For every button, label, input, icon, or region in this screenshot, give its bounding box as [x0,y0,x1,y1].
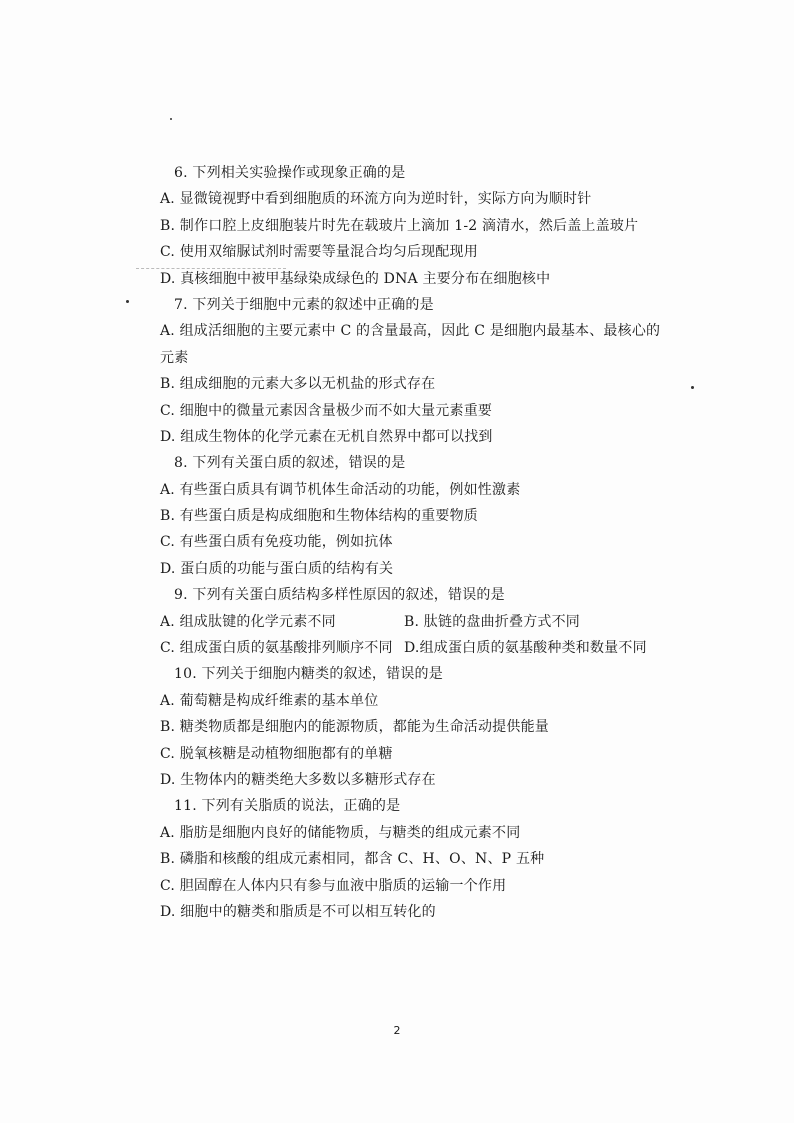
question-6 [160,160,680,292]
scan-speck [126,300,129,303]
option-row [160,635,680,661]
option-d: D. 真核细胞中被甲基绿染成绿色的 DNA 主要分布在细胞核中 [160,270,551,287]
option-d: D. 蛋白质的功能与蛋白质的结构有关 [160,560,394,577]
option-b: B. 组成细胞的元素大多以无机盐的形式存在 [160,376,436,393]
page-number: 2 [393,1024,401,1037]
option-c: C. 胆固醇在人体内只有参与血液中脂质的运输一个作用 [160,877,507,894]
question-title: 6. 下列相关实验操作或现象正确的是 [174,165,406,181]
question-11 [160,793,680,925]
option-d: D.组成蛋白质的氨基酸种类和数量不同 [404,640,647,657]
option-c: C. 使用双缩脲试剂时需要等量混合均匀后现配现用 [160,244,478,261]
option-a: A. 葡萄糖是构成纤维素的基本单位 [160,692,379,709]
question-title: 10. 下列关于细胞内糖类的叙述，错误的是 [174,666,443,683]
scan-speck [691,386,694,389]
scan-speck [170,118,172,120]
option-b: B. 糖类物质都是细胞内的能源物质，都能为生命活动提供能量 [160,719,549,736]
option-a: A. 脂肪是细胞内良好的储能物质，与糖类的组成元素不同 [160,824,521,841]
option-a: A. 组成活细胞的主要元素中 C 的含量最高，因此 C 是细胞内最基本、最核心的 [160,323,661,340]
option-d: D. 组成生物体的化学元素在无机自然界中都可以找到 [160,428,493,445]
option-row [160,609,680,635]
question-7 [160,292,680,450]
option-a: A. 有些蛋白质具有调节机体生命活动的功能，例如性激素 [160,481,521,498]
question-8 [160,450,680,582]
option-d: D. 生物体内的糖类绝大多数以多糖形式存在 [160,771,436,788]
question-9 [160,582,680,661]
option-a-continued: 元素 [160,349,189,366]
option-b: B. 制作口腔上皮细胞装片时先在载玻片上滴加 1-2 滴清水，然后盖上盖玻片 [160,217,639,234]
option-c: C. 细胞中的微量元素因含量极少而不如大量元素重要 [160,402,493,419]
question-title: 11. 下列有关脂质的说法，正确的是 [174,798,401,815]
question-title: 7. 下列关于细胞中元素的叙述中正确的是 [174,296,434,313]
option-d: D. 细胞中的糖类和脂质是不可以相互转化的 [160,903,436,920]
option-a: A. 组成肽键的化学元素不同 [160,613,336,630]
question-title: 8. 下列有关蛋白质的叙述，错误的是 [174,455,406,472]
option-b: B. 肽链的盘曲折叠方式不同 [404,613,580,630]
option-c: C. 有些蛋白质有免疫功能，例如抗体 [160,534,393,551]
option-a: A. 显微镜视野中看到细胞质的环流方向为逆时针，实际方向为顺时针 [160,191,592,208]
question-title: 9. 下列有关蛋白质结构多样性原因的叙述，错误的是 [174,587,505,604]
option-c: C. 脱氧核糖是动植物细胞都有的单糖 [160,745,393,762]
question-10 [160,661,680,793]
option-b: B. 磷脂和核酸的组成元素相同，都含 C、H、O、N、P 五种 [160,851,545,868]
option-c: C. 组成蛋白质的氨基酸排列顺序不同 [160,640,393,657]
question-list [160,160,680,925]
option-b: B. 有些蛋白质是构成细胞和生物体结构的重要物质 [160,508,478,525]
